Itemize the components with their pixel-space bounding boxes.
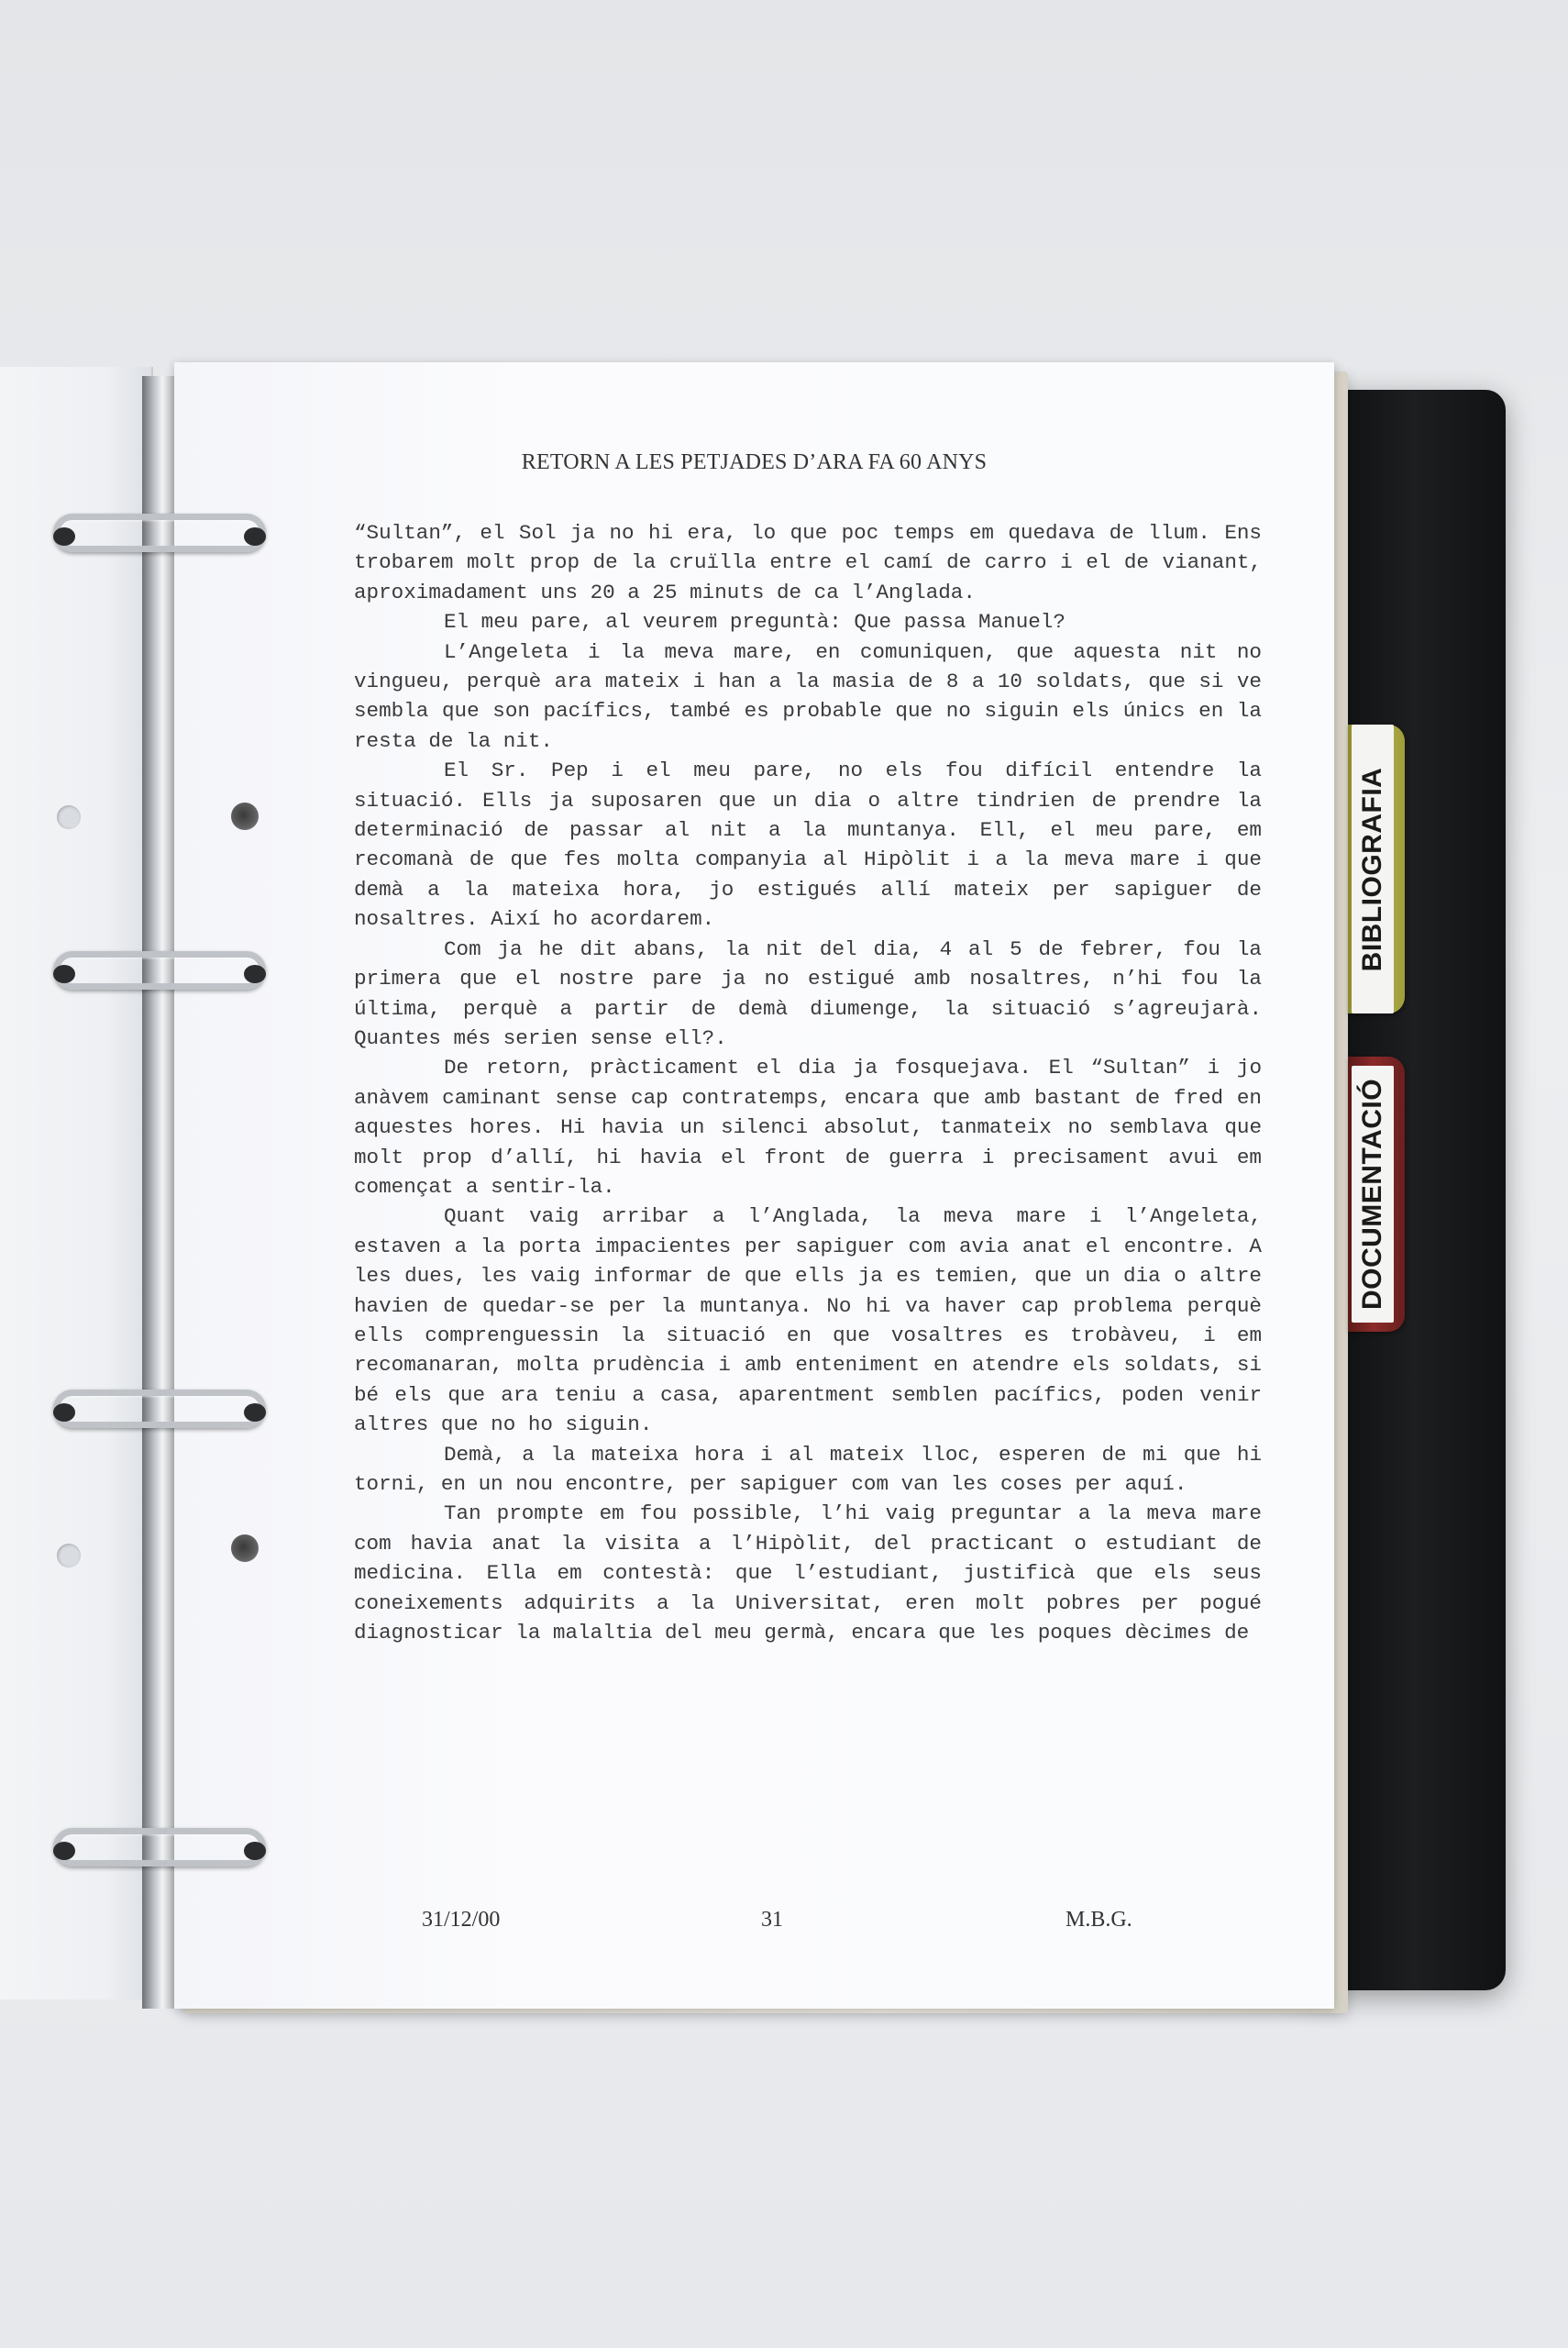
- paragraph: Com ja he dit abans, la nit del dia, 4 al 5 de febrer, fou la primera que el nostre pare ja no estigué amb nosaltres, n’hi fou la última, perquè a partir de demà diumenge, la situació s’agreujarà. Quantes més serien sense ell?.: [354, 936, 1262, 1050]
- binder-ring[interactable]: [53, 1828, 266, 1866]
- paragraph: El Sr. Pep i el meu pare, no els fou difícil entendre la situació. Ells ja suposaren que un dia o altre tindrien de prendre la determinació de passar al nit a la muntanya. Ell, el meu pare, em recomanà de que fes molta companyia al Hipòlit i a la meva mare i que demà a la mateixa hora, jo estigués allí mateix per sapiguer de nosaltres. Així ho acordarem.: [354, 759, 1262, 932]
- left-page-hole: [57, 805, 81, 829]
- tab-bibliografia-label: [1352, 725, 1394, 1013]
- previous-page[interactable]: [0, 367, 153, 1999]
- paragraph: Tan prompte em fou possible, l’hi vaig preguntar a la meva mare com havia anat la visita a l’Hipòlit, del practicant o estudiant de medicina. Ella em contestà: que l’estudiant, justificà que els seus coneixements adquirits a la Universitat, eren molt pobres per pogué diagnosticar la malaltia del meu germà, encara que les poques dècimes de: [354, 1501, 1262, 1645]
- paragraph: De retorn, pràcticament el dia ja fosquejava. El “Sultan” i jo anàvem caminant sense cap contratemps, encara que amb bastant de fred en aquestes hores. Hi havia un silenci absolut, tanmateix no semblava que molt prop d’allí, hi havia el front de guerra i precisament avui em començat a sentir-la.: [354, 1056, 1262, 1199]
- page-footer: [174, 1908, 1334, 1944]
- binder-ring[interactable]: [53, 514, 266, 552]
- binder-spine: [142, 376, 179, 2009]
- binder-ring[interactable]: [53, 951, 266, 990]
- footer-author: M.B.G.: [1066, 1908, 1132, 1932]
- paragraph: “Sultan”, el Sol ja no hi era, lo que poc temps em quedava de llum. Ens trobarem molt prop de la cruïlla entre el camí de carro i el de vianant, aproximadament uns 20 a 25 minuts de ca l’Anglada.: [354, 521, 1262, 604]
- left-page-hole: [57, 1544, 81, 1567]
- page-number: 31: [761, 1908, 783, 1932]
- punch-hole: [231, 803, 259, 830]
- punch-hole: [231, 1534, 259, 1562]
- paragraph: L’Angeleta i la meva mare, en comuniquen, que aquesta nit no vingueu, perquè ara mateix i han a la masia de 8 a 10 soldats, que si ve sembla que son pacífics, també es probable que no siguin els únics en la resta de la nit.: [354, 639, 1262, 753]
- tab-bibliografia-text: BIBLIOGRAFIA: [1357, 767, 1387, 971]
- document-page: [174, 362, 1334, 2009]
- tab-documentacio-text: DOCUMENTACIÓ: [1357, 1078, 1387, 1311]
- tab-bibliografia[interactable]: [1348, 725, 1405, 1013]
- page-body: [354, 518, 1262, 1647]
- tab-documentacio-label: [1352, 1066, 1394, 1323]
- paragraph: Quant vaig arribar a l’Anglada, la meva mare i l’Angeleta, estaven a la porta impacientes per sapiguer com avia anat el encontre. A les dues, les vaig informar de que ells ja es temien, que un dia o altre havien de quedar-se per la muntanya. No hi va haver cap problema perquè ells comprenguessin la situació en que vosaltres es trobàveu, i em recomanaran, molta prudència i amb enteniment en atendre els soldats, si bé els que ara teniu a casa, aparentment semblen pacífics, poden venir altres que no ho siguin.: [354, 1204, 1262, 1437]
- tab-documentacio[interactable]: [1348, 1057, 1405, 1332]
- binder-ring[interactable]: [53, 1390, 266, 1428]
- paragraph: Demà, a la mateixa hora i al mateix lloc, esperen de mi que hi torni, en un nou encontre, per sapiguer com van les coses per aquí.: [354, 1442, 1262, 1496]
- page-header: RETORN A LES PETJADES D’ARA FA 60 ANYS: [521, 450, 988, 474]
- footer-date: 31/12/00: [422, 1908, 501, 1932]
- paragraph: El meu pare, al veurem preguntà: Que passa Manuel?: [444, 610, 1066, 635]
